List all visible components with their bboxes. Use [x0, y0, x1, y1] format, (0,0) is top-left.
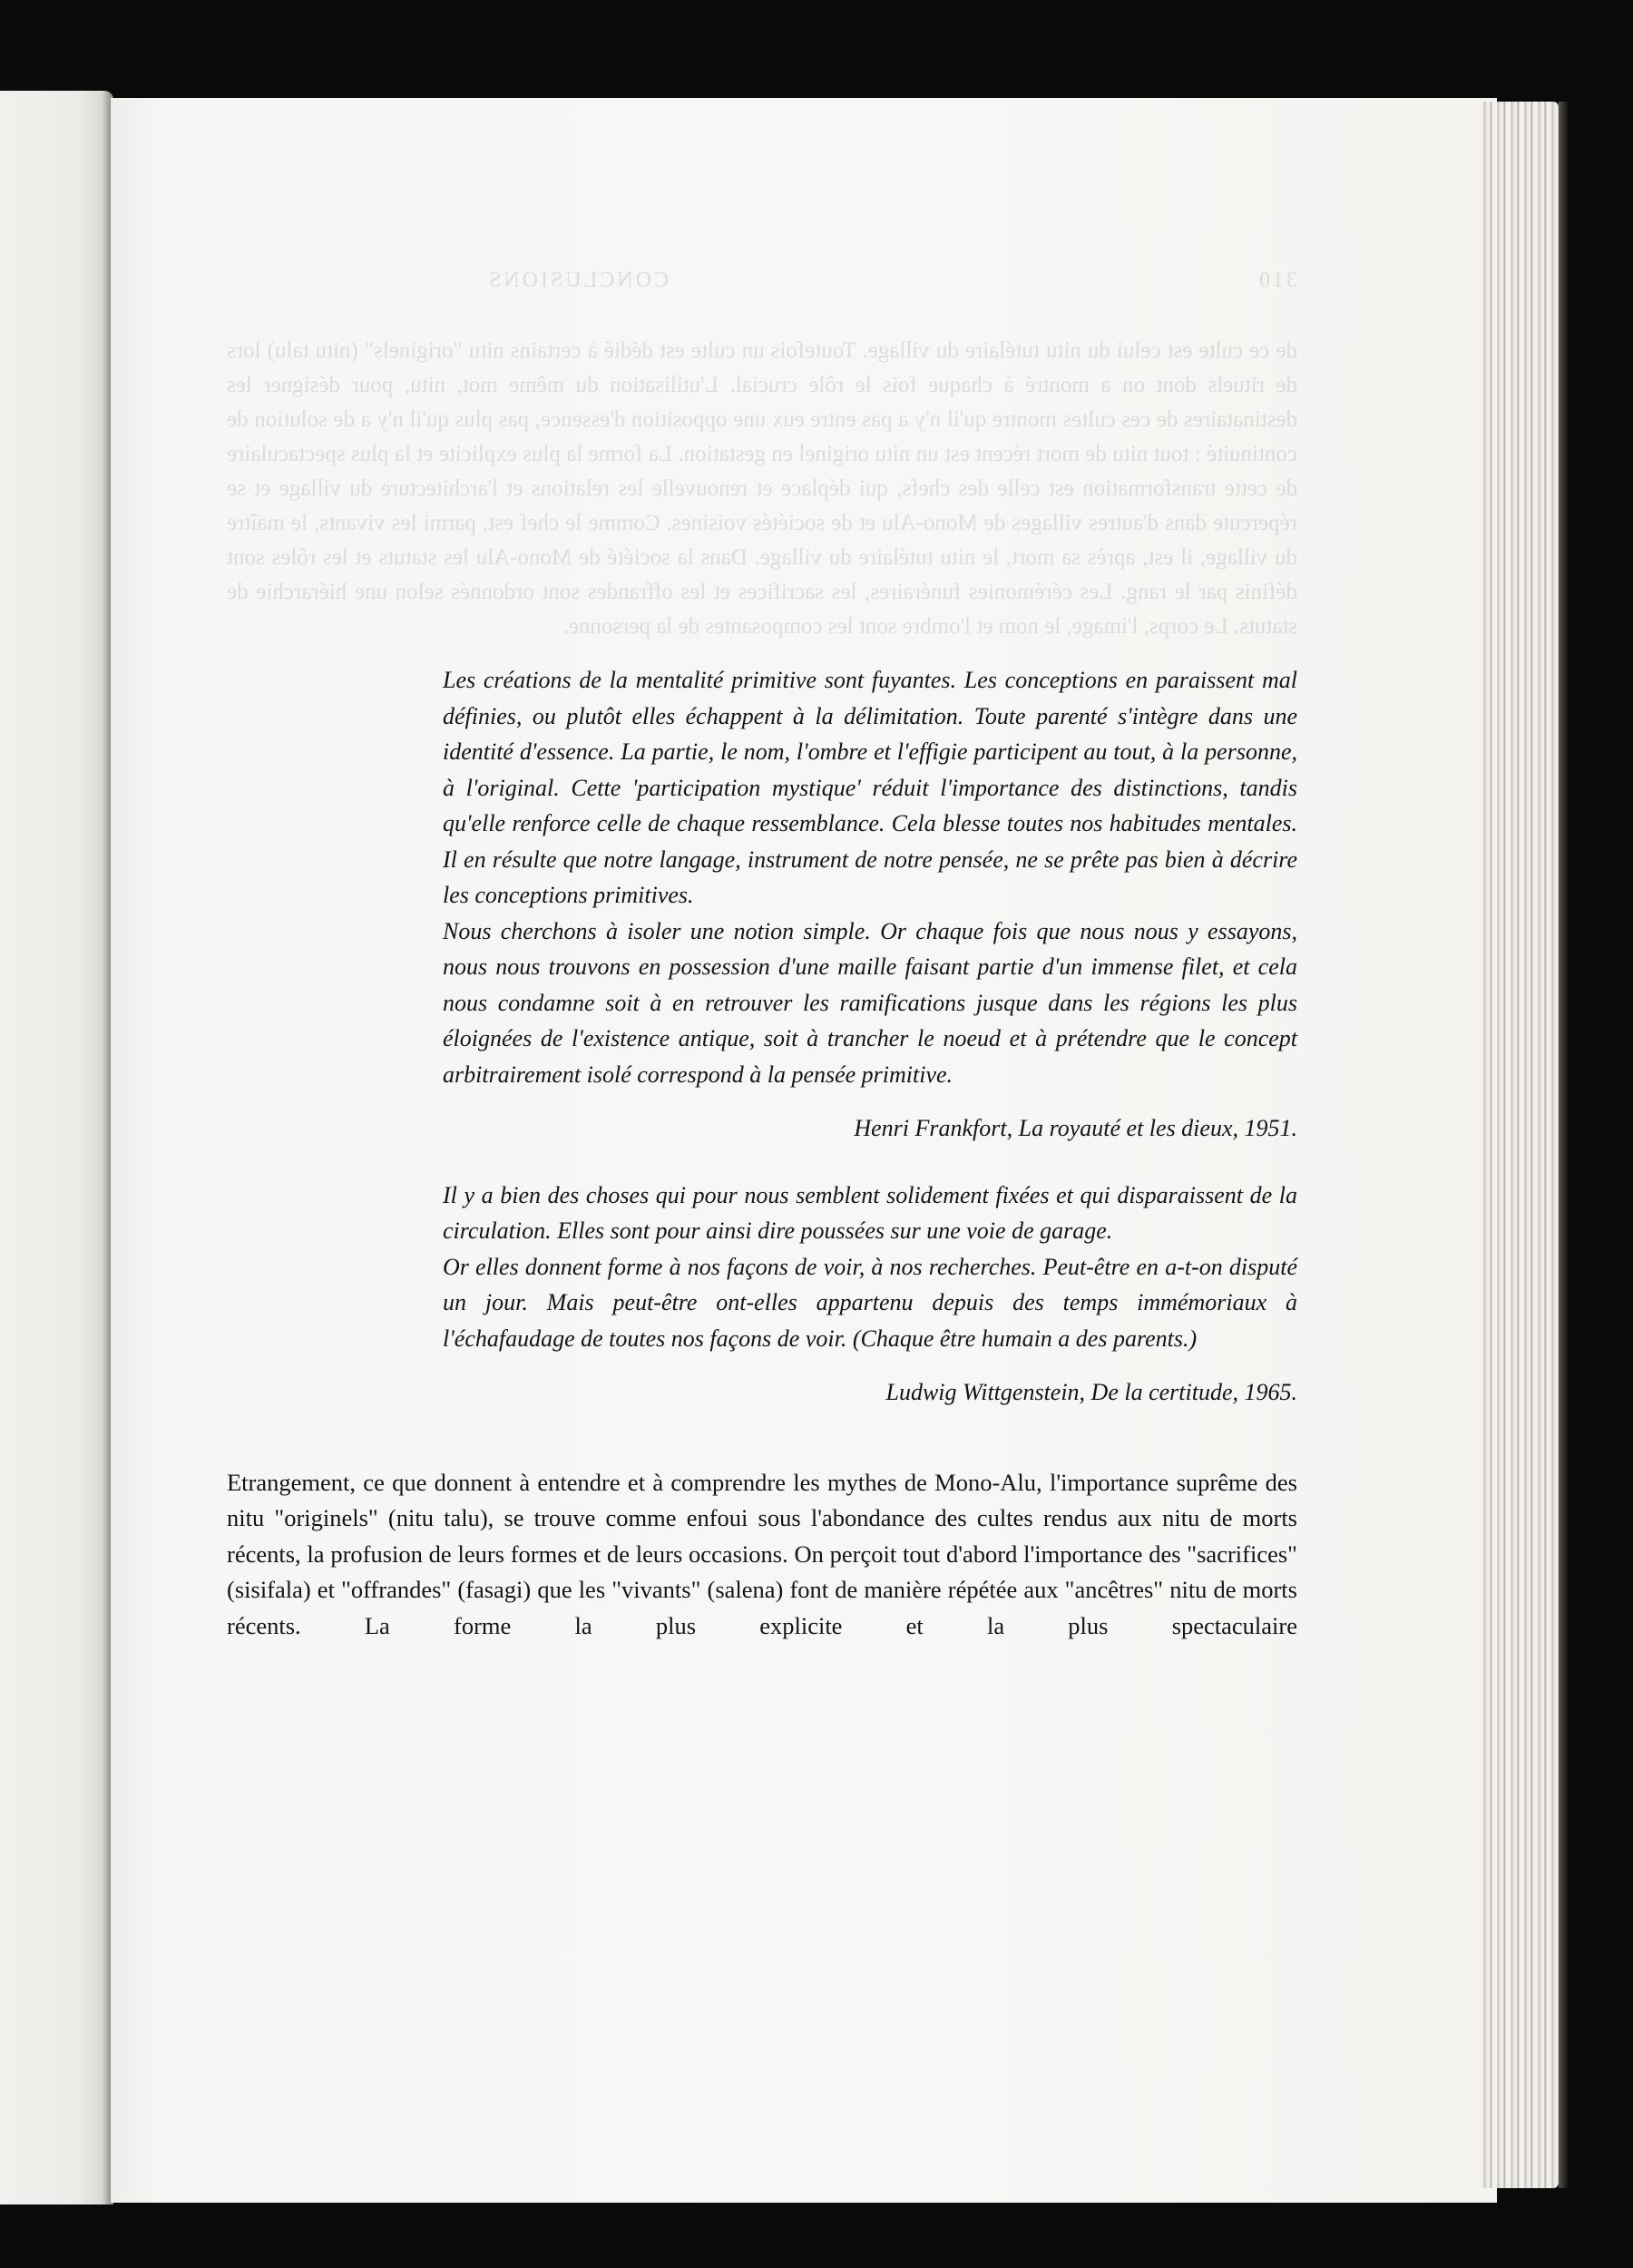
epigraph-paragraph: Les créations de la mentalité primitive sont fuyantes. Les conceptions en paraissent mal définies, ou plutôt elles échappent à la délimitation. Toute parenté s'intègre dans une identité d'essence. La partie, le nom, l'ombre et l'effigie participent au tout, à la personne, à l'original. Cette 'participation mystique' réduit l'importance des distinctions, tandis qu'elle renforce celle de chaque ressemblance. Cela blesse toutes nos habitudes mentales. Il en résulte que notre langage, instrument de notre pensée, ne se prête pas bien à décrire les conceptions primitives. [443, 667, 1297, 908]
reverse-running-header [227, 263, 1297, 298]
left-page-edge [0, 91, 113, 2204]
reverse-page-number: 310 [1257, 269, 1297, 292]
page-content [227, 662, 1297, 1644]
body-paragraph: Etrangement, ce que donnent à entendre et à comprendre les mythes de Mono-Alu, l'importance suprême des nitu "originels" (nitu talu), se trouve comme enfoui sous l'abondance des cultes rendus aux nitu de morts récents, la profusion de leurs formes et de leurs occasions. On perçoit tout d'abord l'importance des "sacrifices" (sisifala) et "offrandes" (fasagi) que les "vivants" (salena) font de manière répétée aux "ancêtres" nitu de morts récents. La forme la plus explicite et la plus spectaculaire [227, 1468, 1297, 1639]
page-stack-edges [1479, 102, 1559, 2188]
reverse-section-title: CONCLUSIONS [485, 269, 669, 292]
epigraph-paragraph: Or elles donnent forme à nos façons de voir, à nos recherches. Peut-être en a-t-on disputé un jour. Mais peut-être ont-elles appartenu depuis des temps immémoriaux à l'échafaudage de toutes nos façons de voir. (Chaque être humain a des parents.) [443, 1253, 1297, 1352]
reverse-page-text: de ce culte est celui du nitu tutélaire du village. Toutefois un culte est dédié à certains nitu "originels" (nitu talu) lors de rituels dont on a montré à chaque fois le rôle crucial. L'utilisation du même mot, nitu, pour désigner les destinataires de ces cultes montre qu'il n'y a pas entre eux une opposition d'essence, pas plus qu'il n'y a de solution de continuité : tout nitu de mort récent est un nitu originel en gestation. La forme la plus explicite et la plus spectaculaire de cette transformation est celle des chefs, qui déplace et renouvelle les relations et l'architecture du village et se répercute dans d'autres villages de Mono-Alu et de sociétés voisines. Comme le chef est, parmi les vivants, le maître du village, il est, après sa mort, le nitu tutélaire du village. Dans la société de Mono-Alu les statuts et les rôles sont définis par le rang. Les cérémonies funéraires, les sacrifices et les offrandes sont ordonnés selon une hiérarchie de statuts. Le corps, l'image, le nom et l'ombre sont les composantes de la personne. [227, 338, 1297, 639]
epigraph-paragraph: Il y a bien des choses qui pour nous semblent solidement fixées et qui disparaissent de la circulation. Elles sont pour ainsi dire poussées sur une voie de garage. [443, 1181, 1297, 1244]
epigraph-frankfort [443, 662, 1297, 1147]
epigraph-attribution: Ludwig Wittgenstein, De la certitude, 1965. [885, 1379, 1297, 1405]
epigraph-wittgenstein [443, 1178, 1297, 1411]
epigraph-attribution: Henri Frankfort, La royauté et les dieux, 1951. [854, 1115, 1297, 1141]
epigraph-paragraph: Nous cherchons à isoler une notion simple. Or chaque fois que nous nous y essayons, nous nous trouvons en possession d'une maille faisant partie d'un immense filet, et cela nous condamne soit à en retrouver les ramifications jusque dans les régions les plus éloignées de l'existence antique, soit à trancher le noeud et à prétendre que le concept arbitrairement isolé correspond à la pensée primitive. [443, 917, 1297, 1088]
